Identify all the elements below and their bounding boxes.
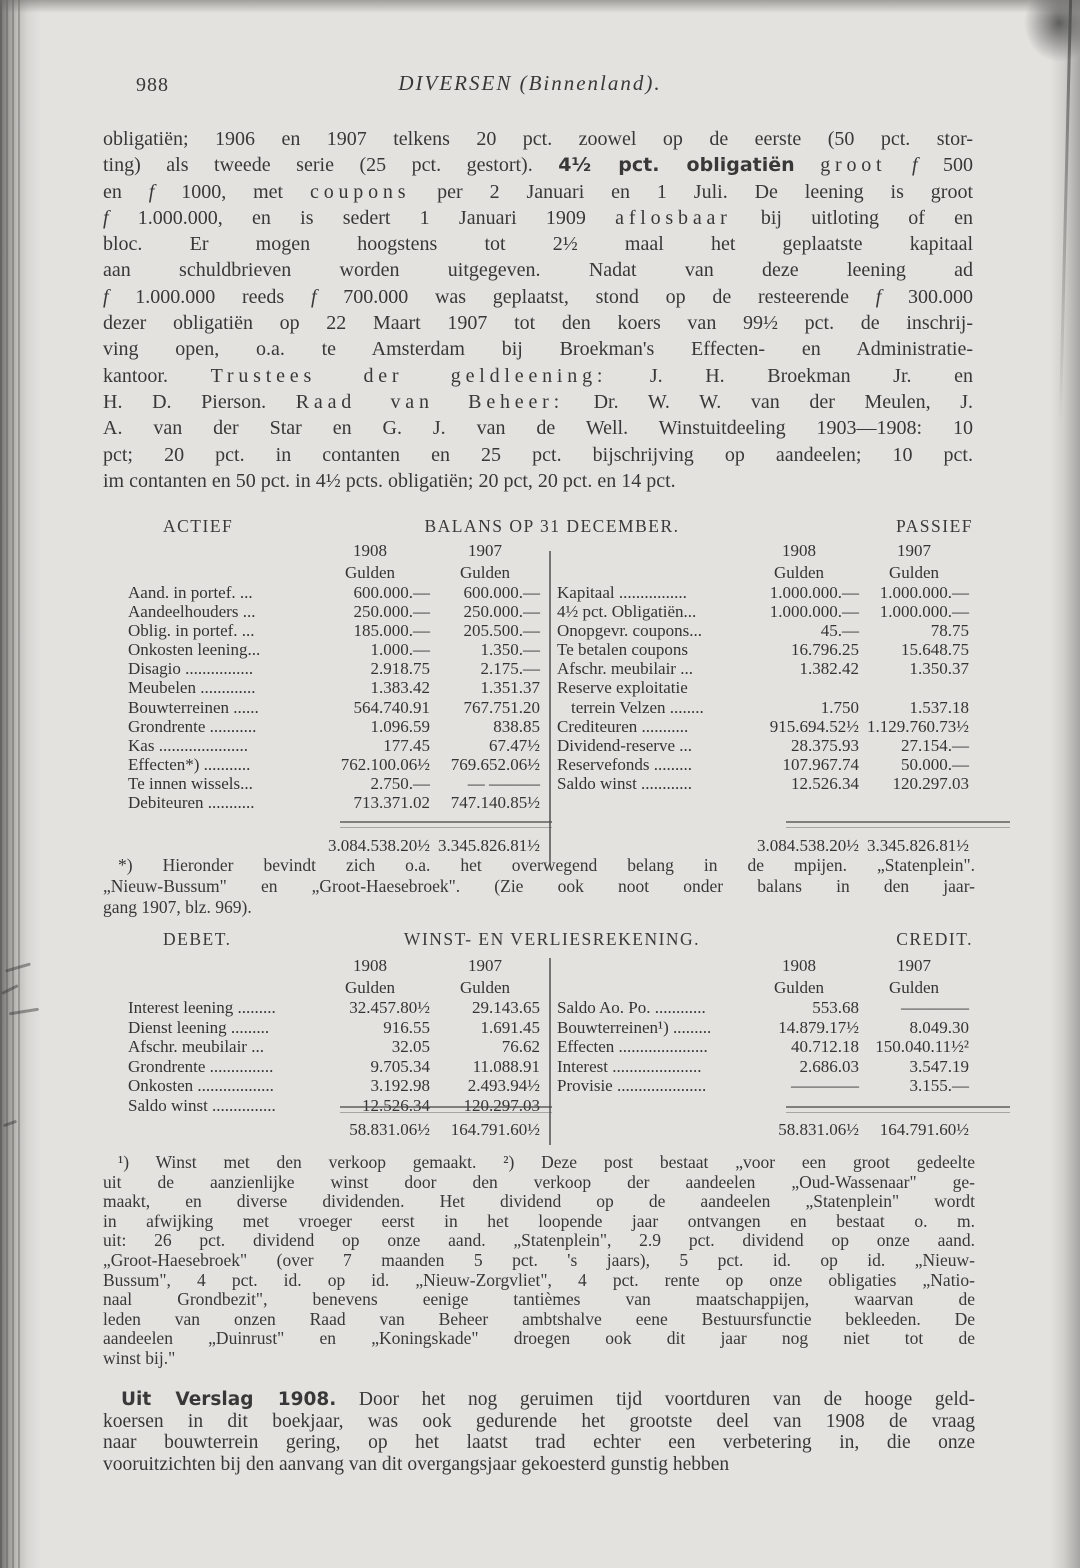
row-label: Aandeelhouders ... <box>128 602 256 622</box>
amount-1908: 32.05 <box>391 1037 430 1057</box>
row-label: Effecten ..................... <box>557 1037 708 1057</box>
total-1908: 58.831.06½ <box>349 1120 430 1139</box>
amount-1907: 120.297.03 <box>463 1095 540 1115</box>
amount-1908 <box>739 678 859 697</box>
amount-1908: 600.000.— <box>353 583 430 602</box>
page-number: 988 <box>136 74 169 96</box>
row-label: Onkosten .................. <box>128 1076 274 1096</box>
row-label <box>557 955 739 977</box>
text-segment: uit de aanzienlijke winst door den verkoop der aandeelen „Oud-Wassenaar" ge- <box>103 1172 975 1192</box>
pnl-title: WINST- EN VERLIESREKENING. <box>403 929 701 949</box>
text-segment: 1.000.000, en is sedert 1 Januari 1909 <box>108 206 616 229</box>
text-line <box>103 179 973 205</box>
total-1908: 3.084.538.20½ <box>757 836 859 855</box>
text-segment: bij uitloting of en <box>731 206 973 229</box>
text-segment: en <box>103 180 149 203</box>
amount-1908: 1908 <box>353 541 387 560</box>
table-row <box>557 640 969 659</box>
text-segment: f <box>103 206 109 229</box>
row-label: Meubelen ............. <box>128 678 256 698</box>
row-label: Saldo winst ............ <box>557 773 693 793</box>
row-label: Dividend-reserve ... <box>557 735 693 755</box>
balance-section-heading <box>103 516 975 538</box>
text-segment: „Nieuw-Bussum" en „Groot-Haesebroek". (Zie ook noot onder balans in den jaar- <box>103 876 975 896</box>
table-row <box>557 998 969 1018</box>
amount-1908: 713.371.02 <box>353 793 430 813</box>
row-label <box>557 1120 739 1139</box>
amount-1908: 177.45 <box>383 735 430 755</box>
row-label: Reserve exploitatie <box>557 678 688 698</box>
amount-1907: ———— <box>901 998 969 1017</box>
intro-paragraph <box>103 126 973 494</box>
text-line <box>103 205 973 231</box>
row-label: Kas ..................... <box>128 735 248 755</box>
text-segment: f <box>875 285 882 308</box>
text-line <box>103 1212 975 1232</box>
row-label: Effecten*) ........... <box>128 754 251 774</box>
amount-1907: 50.000.— <box>901 754 969 774</box>
amount-1907: 1.129.760.73½ <box>867 716 969 736</box>
amount-1908: 762.100.06½ <box>340 754 430 774</box>
row-label: Grondrente ........... <box>128 716 257 736</box>
amount-1907: 2.175.— <box>480 659 540 679</box>
verslag-paragraph <box>103 1389 975 1475</box>
amount-1907: 78.75 <box>930 621 969 641</box>
text-segment <box>795 154 821 176</box>
text-line <box>103 1411 975 1433</box>
text-segment: per 2 Januari en 1 Juli. De leening is groot <box>410 180 973 203</box>
table-row <box>128 717 540 736</box>
amount-1908: 12.526.34 <box>362 1095 430 1115</box>
table-row <box>128 1037 540 1057</box>
text-segment: coupons <box>310 180 411 203</box>
table-unit-header <box>128 977 540 999</box>
amount-1908: 16.796.25 <box>791 640 859 660</box>
row-label: Grondrente ............... <box>128 1056 274 1076</box>
row-label <box>128 977 310 999</box>
text-line <box>103 1192 975 1212</box>
amount-1907: 1.000.000.— <box>879 583 969 602</box>
pnl-credit-table <box>557 955 969 1096</box>
table-unit-header <box>557 977 969 999</box>
table-row <box>128 698 540 717</box>
amount-1907: 15.648.75 <box>901 640 969 660</box>
amount-1908: Gulden <box>344 977 396 997</box>
text-segment: in afwijking met vroeger eerst in het loopende jaar ontvangen en bestaat o. m. <box>103 1211 975 1231</box>
text-segment: Bussum", 4 pct. id. op id. „Nieuw-Zorgvliet", 4 pct. rente op onze obligaties „Natio- <box>103 1270 975 1290</box>
amount-1908: 2.686.03 <box>799 1056 859 1076</box>
amount-1908: 553.68 <box>812 998 859 1017</box>
table-row <box>128 583 540 602</box>
balance-passief-table <box>557 540 969 793</box>
text-line <box>103 1349 975 1369</box>
text-segment: 4½ pct. obligatiën <box>558 154 795 177</box>
row-label: Crediteuren ........... <box>557 716 689 736</box>
row-label <box>557 562 739 584</box>
row-label: Bouwterreinen¹) ......... <box>557 1017 712 1037</box>
text-segment: vooruitzichten bij den aanvang van dit overgangsjaar gekoesterd gunstig hebben <box>103 1453 730 1475</box>
text-segment: ting) als tweede serie (25 pct. gestort). <box>103 154 559 177</box>
amount-1908: 916.55 <box>383 1017 430 1037</box>
amount-1908: 1.382.42 <box>799 659 859 679</box>
amount-1907: 2.493.94½ <box>467 1076 540 1096</box>
text-segment: *) Hieronder bevindt zich o.a. het overwegend belang in de mpijen. „Statenplein". <box>118 855 975 875</box>
pnl-debet-table <box>128 955 540 1116</box>
text-line <box>103 152 973 178</box>
text-line <box>103 897 975 918</box>
text-line <box>103 415 973 441</box>
table-row <box>557 1076 969 1096</box>
row-label: Bouwterreinen ...... <box>128 697 259 717</box>
row-label: Saldo Ao. Po. ............ <box>557 998 706 1017</box>
text-segment: naal Grondbezit", benevens eenige tantièmes van maatschappijen, waarvan de <box>103 1290 975 1310</box>
row-label <box>128 955 310 977</box>
table-unit-header <box>557 562 969 584</box>
table-row <box>128 1057 540 1077</box>
text-segment: groot <box>820 154 887 177</box>
text-line <box>103 257 973 283</box>
row-label: Te betalen coupons <box>557 640 688 660</box>
table-row <box>128 755 540 774</box>
text-segment: dezer obligatiën op 22 Maart 1907 tot den koers van 99½ pct. de inschrij- <box>103 312 973 335</box>
text-segment: 1000, met <box>154 180 311 203</box>
row-label: Afschr. meubilair ... <box>128 1037 264 1057</box>
amount-1907: 1907 <box>897 956 931 975</box>
pnl-total-rule-right <box>786 1106 1010 1113</box>
text-line <box>103 1389 975 1411</box>
row-label <box>128 836 310 855</box>
table-row <box>557 755 969 774</box>
amount-1908: 1.096.59 <box>370 716 430 736</box>
table-row <box>557 1037 969 1057</box>
text-segment: Door het nog geruimen tijd voortduren van de hooge geld- <box>336 1389 975 1410</box>
table-row <box>128 793 540 812</box>
amount-1908: 915.694.52½ <box>769 716 859 736</box>
row-label <box>557 977 739 999</box>
amount-1907: 3.155.— <box>909 1076 969 1096</box>
amount-1907: — ——— <box>467 773 540 793</box>
text-line <box>103 1432 975 1454</box>
row-label: Onopgevr. coupons... <box>557 621 702 641</box>
amount-1907: 1.350.37 <box>909 659 969 679</box>
amount-1908: Gulden <box>344 562 396 582</box>
amount-1907: 747.140.85½ <box>450 793 540 813</box>
text-segment: im contanten en 50 pct. in 4½ pcts. obligatiën; 20 pct, 20 pct. en 14 pct. <box>103 469 676 492</box>
amount-1907: 769.652.06½ <box>450 754 540 774</box>
amount-1908: 40.712.18 <box>791 1037 859 1057</box>
balance-actief-totals <box>128 836 540 855</box>
total-1908: 58.831.06½ <box>778 1120 859 1139</box>
text-segment: „Groot-Haesebroek" (over 7 maanden 5 pct. 's jaars), 5 pct. id. op id. „Nieuw- <box>103 1250 975 1270</box>
text-segment: koersen in dit boekjaar, was ook gedurende het grootste deel van 1908 de vraag <box>103 1410 975 1432</box>
top-edge-shadow <box>0 0 1080 13</box>
amount-1908: 32.457.80½ <box>349 998 430 1017</box>
amount-1907: Gulden <box>888 977 940 997</box>
text-line <box>103 1290 975 1310</box>
amount-1908: 107.967.74 <box>782 754 859 774</box>
row-label: Te innen wissels... <box>128 773 253 793</box>
row-label: Aand. in portef. ... <box>128 583 253 602</box>
row-label: Reservefonds ......... <box>557 754 693 774</box>
amount-1907: 1.000.000.— <box>879 602 969 622</box>
row-label: Onkosten leening... <box>128 640 261 660</box>
pnl-total-rule-left <box>340 1106 552 1113</box>
row-label: Oblig. in portef. ... <box>128 621 255 641</box>
pnl-debet-totals <box>128 1120 540 1139</box>
balance-footnote <box>103 855 975 918</box>
text-segment: gang 1907, blz. 969). <box>103 897 252 917</box>
text-line <box>103 1310 975 1330</box>
text-segment: 1.000.000 reeds <box>108 285 311 308</box>
row-label: Kapitaal ................ <box>557 583 687 602</box>
row-label: terrein Velzen ........ <box>571 697 704 717</box>
amount-1908: 2.750.— <box>370 773 430 793</box>
running-header: DIVERSEN (Binnenland). <box>398 71 662 95</box>
row-label: Disagio ................ <box>128 659 254 679</box>
table-row <box>128 998 540 1018</box>
amount-1907 <box>859 678 969 697</box>
table-row <box>128 659 540 678</box>
balance-passief-totals <box>557 836 969 855</box>
text-line <box>103 1173 975 1193</box>
amount-1907: 1907 <box>468 541 502 560</box>
balance-label-actief: ACTIEF <box>163 516 234 536</box>
table-row <box>128 678 540 697</box>
amount-1908: 1.000.000.— <box>769 583 859 602</box>
table-year-header <box>557 540 969 562</box>
table-row <box>557 621 969 640</box>
amount-1908: 14.879.17½ <box>778 1017 859 1037</box>
text-segment: Trustees der geldleening: <box>210 364 608 387</box>
amount-1908: 1.383.42 <box>370 678 430 698</box>
row-label: Interest ..................... <box>557 1056 702 1076</box>
text-segment: f <box>103 285 109 308</box>
text-segment: 700.000 was geplaatst, stond op de resteerende <box>316 285 876 308</box>
pnl-column-divider <box>549 958 551 1145</box>
amount-1907: 11.088.91 <box>472 1056 540 1076</box>
text-line <box>103 442 973 468</box>
amount-1907: 1.691.45 <box>480 1017 540 1037</box>
amount-1908: 28.375.93 <box>791 735 859 755</box>
amount-1907: 27.154.— <box>901 735 969 755</box>
text-line <box>103 1153 975 1173</box>
amount-1908: Gulden <box>773 977 825 997</box>
amount-1908: 2.918.75 <box>370 659 430 679</box>
row-label <box>128 1120 310 1139</box>
text-segment: Raad van Beheer: <box>295 390 564 413</box>
text-line <box>103 1271 975 1291</box>
total-1908: 3.084.538.20½ <box>328 836 430 855</box>
table-row <box>128 602 540 621</box>
text-segment: Uit Verslag 1908. <box>121 1389 337 1410</box>
text-line <box>103 336 973 362</box>
total-1907: 164.791.60½ <box>879 1120 969 1139</box>
text-segment: kantoor. <box>103 364 211 387</box>
text-line <box>103 363 973 389</box>
total-1907: 3.345.826.81½ <box>867 836 969 855</box>
text-line <box>103 876 975 897</box>
amount-1908: 185.000.— <box>353 621 430 641</box>
text-segment: A. van der Star en G. J. van de Well. Winstuitdeeling 1903—1908: 10 <box>103 417 973 440</box>
table-row <box>557 698 969 717</box>
text-segment: pct; 20 pct. in contanten en 25 pct. bijschrijving op aandeelen; 10 pct. <box>103 443 973 466</box>
text-segment: bloc. Er mogen hoogstens tot 2½ maal het geplaatste kapitaal <box>103 233 973 256</box>
amount-1907: 205.500.— <box>463 621 540 641</box>
amount-1907: 29.143.65 <box>472 998 540 1017</box>
table-year-header <box>128 540 540 562</box>
text-line <box>103 310 973 336</box>
table-row <box>557 1057 969 1077</box>
amount-1908: 9.705.34 <box>370 1056 430 1076</box>
text-segment: aan schuldbrieven worden uitgegeven. Nadat van deze leening ad <box>103 259 973 282</box>
amount-1907: 67.47½ <box>489 735 540 755</box>
amount-1908: 1908 <box>353 956 387 975</box>
text-segment <box>886 154 912 176</box>
amount-1907: 1.351.37 <box>480 678 540 698</box>
total-1907: 164.791.60½ <box>450 1120 540 1139</box>
text-segment: J. H. Broekman Jr. en <box>607 364 973 387</box>
row-label: Afschr. meubilair ... <box>557 659 693 679</box>
amount-1907: 3.547.19 <box>909 1056 969 1076</box>
table-row <box>557 717 969 736</box>
row-label <box>128 562 310 584</box>
amount-1907: 1907 <box>897 541 931 560</box>
table-year-header <box>557 955 969 977</box>
table-row <box>128 1018 540 1038</box>
text-line <box>103 1329 975 1349</box>
row-label: Dienst leening ......... <box>128 1017 270 1037</box>
amount-1907: Gulden <box>888 562 940 582</box>
text-segment: f <box>911 154 918 177</box>
text-segment: aandeelen „Duinrust" en „Koningskade" droegen ook dit jaar nog niet tot de <box>103 1329 975 1349</box>
amount-1907: 120.297.03 <box>892 773 969 793</box>
table-row <box>128 736 540 755</box>
balance-total-rule-right <box>786 821 1010 828</box>
amount-1907: 1.350.— <box>480 640 540 660</box>
amount-1907: 8.049.30 <box>909 1017 969 1037</box>
amount-1908: 1908 <box>782 541 816 560</box>
row-label: Interest leening ......... <box>128 998 276 1017</box>
row-label: 4½ pct. Obligatiën... <box>557 602 697 622</box>
left-gutter-stripes <box>0 0 22 1568</box>
text-line <box>103 389 973 415</box>
text-line <box>103 1231 975 1251</box>
amount-1907: 1.537.18 <box>909 697 969 717</box>
text-segment: uit: 26 pct. dividend op onze aand. „Statenplein", 2.9 pct. dividend op onze aand. <box>103 1231 975 1251</box>
amount-1908: 12.526.34 <box>791 773 859 793</box>
text-segment: f <box>310 285 317 308</box>
text-segment: Dr. W. W. van der Meulen, J. <box>563 390 973 413</box>
amount-1908: 564.740.91 <box>353 697 430 717</box>
amount-1908: 3.192.98 <box>370 1076 430 1096</box>
amount-1907: 150.040.11½² <box>875 1037 969 1057</box>
amount-1907: 250.000.— <box>463 602 540 622</box>
table-year-header <box>128 955 540 977</box>
text-segment: 500 <box>917 154 973 177</box>
amount-1908: 1908 <box>782 956 816 975</box>
table-row <box>128 640 540 659</box>
table-row <box>557 583 969 602</box>
pnl-label-credit: CREDIT. <box>896 929 973 949</box>
amount-1907: Gulden <box>459 977 511 997</box>
balance-title: BALANS OP 31 DECEMBER. <box>424 516 680 536</box>
table-row <box>557 1018 969 1038</box>
text-segment: leden van onzen Raad van Beheer ambtshalve eene Bestuursfunctie bekleeden. De <box>103 1309 975 1329</box>
row-label: Debiteuren ........... <box>128 793 255 813</box>
row-label <box>128 540 310 562</box>
balance-label-passief: PASSIEF <box>896 516 973 536</box>
text-line <box>103 231 973 257</box>
amount-1908: 45.— <box>820 621 859 641</box>
pnl-section-heading <box>103 929 975 951</box>
table-unit-header <box>128 562 540 584</box>
balance-total-rule-left <box>340 821 552 828</box>
table-row <box>128 774 540 793</box>
row-label <box>557 836 739 855</box>
amount-1907: 838.85 <box>493 716 540 736</box>
amount-1907: 767.751.20 <box>463 697 540 717</box>
table-row <box>557 602 969 621</box>
balance-actief-table <box>128 540 540 812</box>
table-row <box>557 678 969 697</box>
text-segment: H. D. Pierson. <box>103 390 296 413</box>
amount-1907: Gulden <box>459 562 511 582</box>
text-line <box>103 468 973 494</box>
row-label: Provisie ..................... <box>557 1076 707 1096</box>
text-segment: naar bouwterrein gering, op het laatst trad echter een verbetering in, die onze <box>103 1432 975 1453</box>
amount-1907: 600.000.— <box>463 583 540 602</box>
text-line <box>103 855 975 876</box>
amount-1908: 1.750 <box>820 697 859 717</box>
text-segment: winst bij." <box>103 1348 176 1368</box>
text-segment: ¹) Winst met den verkoop gemaakt. ²) Deze post bestaat „voor een groot gedeelte <box>118 1153 975 1172</box>
pnl-credit-totals <box>557 1120 969 1139</box>
pnl-label-debet: DEBET. <box>163 929 232 949</box>
text-segment: ving open, o.a. te Amsterdam bij Broekman's Effecten- en Administratie- <box>103 338 973 361</box>
amount-1908: 1.000.000.— <box>769 602 859 622</box>
table-row <box>557 659 969 678</box>
balance-column-divider <box>549 551 551 865</box>
table-row <box>557 736 969 755</box>
amount-1908: 250.000.— <box>353 602 430 622</box>
text-line <box>103 1454 975 1476</box>
row-label <box>557 540 739 562</box>
text-line <box>103 1251 975 1271</box>
text-segment: obligatiën; 1906 en 1907 telkens 20 pct. zoowel op de eerste (50 pct. stor- <box>103 128 973 150</box>
text-segment: f <box>148 180 155 203</box>
row-label: Saldo winst ............... <box>128 1095 276 1115</box>
table-row <box>128 1076 540 1096</box>
total-1907: 3.345.826.81½ <box>438 836 540 855</box>
text-segment: 300.000 <box>881 285 973 308</box>
amount-1907: 76.62 <box>501 1037 540 1057</box>
footnotes-paragraph <box>103 1153 975 1369</box>
text-line <box>103 284 973 310</box>
table-row <box>128 621 540 640</box>
text-segment: maakt, en diverse dividenden. Het dividend op de aandeelen „Statenplein" wordt <box>103 1192 975 1212</box>
amount-1908: ———— <box>791 1076 859 1096</box>
amount-1907: 1907 <box>468 956 502 975</box>
text-line <box>103 126 973 152</box>
amount-1908: Gulden <box>773 562 825 582</box>
table-row <box>557 774 969 793</box>
amount-1908: 1.000.— <box>370 640 430 660</box>
text-segment: aflosbaar <box>615 206 732 229</box>
